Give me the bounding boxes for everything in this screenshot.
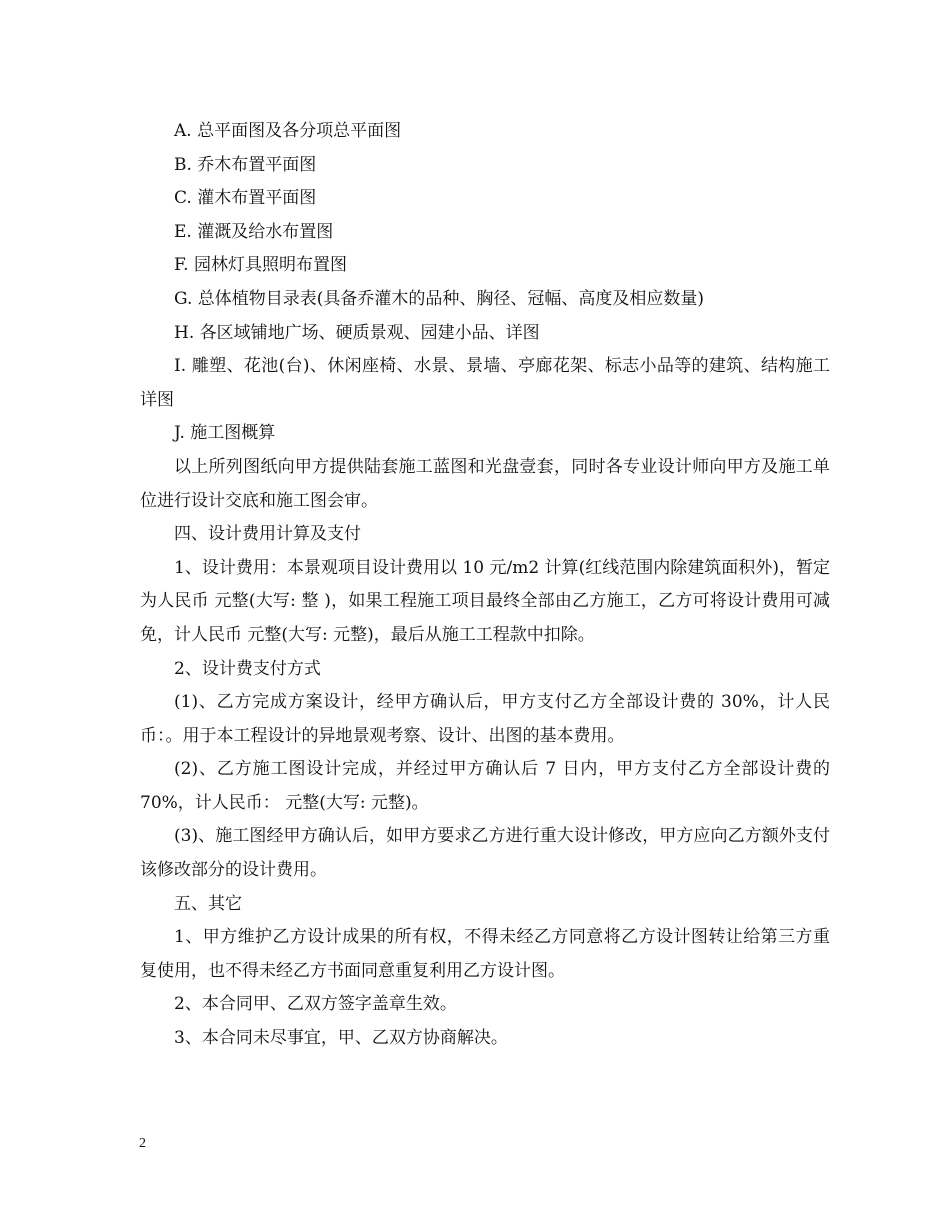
paragraph-deliverables: 以上所列图纸向甲方提供陆套施工蓝图和光盘壹套，同时各专业设计师向甲方及施工单位进行设计交底和施工图会审。 (140, 456, 830, 511)
payment-clause-2: (2)、乙方施工图设计完成，并经过甲方确认后 7 日内，甲方支付乙方全部设计费的 70%，计人民币： 元整(大写: 元整)。 (140, 759, 830, 813)
paragraph-fee-calculation: 1、设计费用：本景观项目设计费用以 10 元/m2 计算(红线范围内除建筑面积外)，暂定为人民币 元整(大写: 整 )，如果工程施工项目最终全部由乙方施工，乙方可将设计费用可减免，计人民币 元整(大写: 元整)，最后从施工工程款中扣除。 (140, 557, 830, 645)
list-item-g: G. 总体植物目录表(具备乔灌木的品种、胸径、冠幅、高度及相应数量) (174, 288, 705, 309)
other-clause-1: 1、甲方维护乙方设计成果的所有权，不得未经乙方同意将乙方设计图转让给第三方重复使用，也不得未经乙方书面同意重复利用乙方设计图。 (140, 927, 830, 981)
list-item-e: E. 灌溉及给水布置图 (174, 221, 334, 242)
other-clause-2: 2、本合同甲、乙双方签字盖章生效。 (174, 994, 457, 1015)
subheading-payment-method: 2、设计费支付方式 (174, 658, 321, 679)
payment-clause-3: (3)、施工图经甲方确认后，如甲方要求乙方进行重大设计修改，甲方应向乙方额外支付该修改部分的设计费用。 (140, 826, 830, 881)
list-item-j: J. 施工图概算 (174, 423, 276, 444)
section-heading-other: 五、其它 (174, 893, 242, 914)
list-item-c: C. 灌木布置平面图 (174, 188, 317, 209)
list-item-f: F. 园林灯具照明布置图 (174, 255, 347, 276)
other-clause-3: 3、本合同未尽事宜，甲、乙双方协商解决。 (174, 1028, 508, 1049)
list-item-a: A. 总平面图及各分项总平面图 (174, 121, 402, 141)
section-heading-fees: 四、设计费用计算及支付 (174, 524, 361, 545)
body-text (140, 115, 830, 1056)
list-item-i: I. 雕塑、花池(台)、休闲座椅、水景、景墙、亭廊花架、标志小品等的建筑、结构施工详图 (140, 356, 830, 410)
list-item-h: H. 各区域铺地广场、硬质景观、园建小品、详图 (174, 322, 540, 343)
list-item-b: B. 乔木布置平面图 (174, 154, 317, 175)
page-number: 2 (139, 1136, 146, 1151)
payment-clause-1: (1)、乙方完成方案设计，经甲方确认后，甲方支付乙方全部设计费的 30%，计人民币：。用于本工程设计的异地景观考察、设计、出图的基本费用。 (140, 692, 830, 746)
